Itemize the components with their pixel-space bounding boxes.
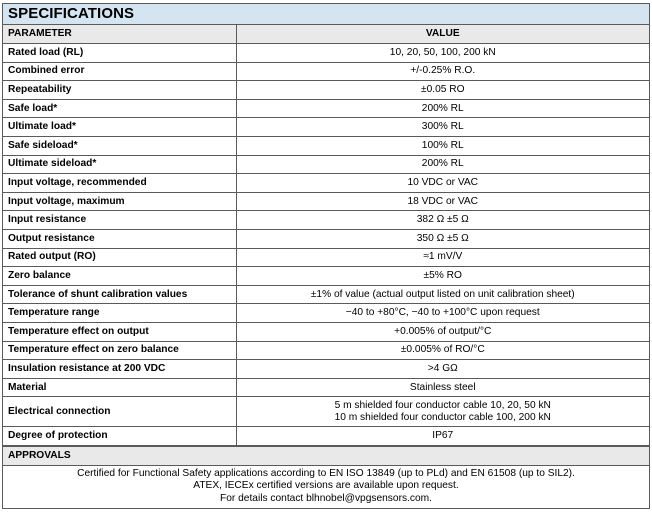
parameter-cell: Material bbox=[3, 378, 236, 397]
table-row-electrical-connection bbox=[3, 397, 649, 427]
table-row bbox=[3, 304, 649, 323]
parameter-column-header: PARAMETER bbox=[3, 25, 236, 44]
table-row bbox=[3, 192, 649, 211]
parameter-cell: Safe load* bbox=[3, 99, 236, 118]
parameter-cell: Input voltage, recommended bbox=[3, 174, 236, 193]
specifications-title: SPECIFICATIONS bbox=[3, 4, 649, 25]
value-column-header: VALUE bbox=[236, 25, 649, 44]
parameter-cell: Input resistance bbox=[3, 211, 236, 230]
value-cell: 18 VDC or VAC bbox=[236, 192, 649, 211]
parameter-cell: Repeatability bbox=[3, 81, 236, 100]
parameter-cell: Ultimate load* bbox=[3, 118, 236, 137]
parameter-cell: Degree of protection bbox=[3, 427, 236, 446]
table-row-degree-of-protection bbox=[3, 427, 649, 446]
table-row bbox=[3, 174, 649, 193]
parameter-cell: Temperature effect on zero balance bbox=[3, 341, 236, 360]
value-cell: 200% RL bbox=[236, 155, 649, 174]
value-cell: 100% RL bbox=[236, 137, 649, 156]
value-cell bbox=[236, 397, 649, 427]
value-cell: Stainless steel bbox=[236, 378, 649, 397]
table-row bbox=[3, 248, 649, 267]
table-row bbox=[3, 62, 649, 81]
value-cell: 382 Ω ±5 Ω bbox=[236, 211, 649, 230]
value-line: 5 m shielded four conductor cable 10, 20, 50 kN bbox=[334, 399, 551, 411]
parameter-cell: Rated load (RL) bbox=[3, 44, 236, 63]
table-row bbox=[3, 378, 649, 397]
table-header-row bbox=[3, 25, 649, 44]
approvals-line: ATEX, IECEx certified versions are available upon request. bbox=[193, 480, 459, 492]
parameter-cell: Temperature range bbox=[3, 304, 236, 323]
table-row bbox=[3, 341, 649, 360]
parameter-cell: Temperature effect on output bbox=[3, 323, 236, 342]
approvals-text bbox=[3, 466, 649, 508]
parameter-cell: Output resistance bbox=[3, 230, 236, 249]
specifications-body bbox=[3, 44, 649, 446]
parameter-cell: Tolerance of shunt calibration values bbox=[3, 285, 236, 304]
table-row bbox=[3, 360, 649, 379]
value-cell: 10 VDC or VAC bbox=[236, 174, 649, 193]
parameter-cell: Ultimate sideload* bbox=[3, 155, 236, 174]
parameter-cell: Safe sideload* bbox=[3, 137, 236, 156]
parameter-cell: Combined error bbox=[3, 62, 236, 81]
table-row bbox=[3, 81, 649, 100]
table-row bbox=[3, 211, 649, 230]
table-row bbox=[3, 99, 649, 118]
value-cell: 10, 20, 50, 100, 200 kN bbox=[236, 44, 649, 63]
table-row bbox=[3, 285, 649, 304]
table-row bbox=[3, 118, 649, 137]
value-cell: −40 to +80°C, −40 to +100°C upon request bbox=[236, 304, 649, 323]
specifications-table bbox=[3, 25, 649, 446]
parameter-cell: Insulation resistance at 200 VDC bbox=[3, 360, 236, 379]
table-row bbox=[3, 323, 649, 342]
approvals-line: For details contact blhnobel@vpgsensors.com. bbox=[220, 492, 432, 504]
value-cell: 300% RL bbox=[236, 118, 649, 137]
parameter-cell: Input voltage, maximum bbox=[3, 192, 236, 211]
approvals-heading: APPROVALS bbox=[3, 446, 649, 466]
value-cell: ±5% RO bbox=[236, 267, 649, 286]
approvals-line: Certified for Functional Safety applications according to EN ISO 13849 (up to PLd) and EN 61508 (up to SIL2). bbox=[77, 467, 575, 479]
table-row bbox=[3, 267, 649, 286]
value-cell: ±1% of value (actual output listed on unit calibration sheet) bbox=[236, 285, 649, 304]
value-cell: 200% RL bbox=[236, 99, 649, 118]
specifications-sheet bbox=[2, 3, 650, 509]
parameter-cell: Rated output (RO) bbox=[3, 248, 236, 267]
value-line: 10 m shielded four conductor cable 100, 200 kN bbox=[334, 411, 551, 423]
value-cell: ≈1 mV/V bbox=[236, 248, 649, 267]
table-row bbox=[3, 155, 649, 174]
parameter-cell: Zero balance bbox=[3, 267, 236, 286]
value-cell: >4 GΩ bbox=[236, 360, 649, 379]
value-cell: ±0.005% of RO/°C bbox=[236, 341, 649, 360]
table-row bbox=[3, 230, 649, 249]
table-row bbox=[3, 137, 649, 156]
parameter-cell: Electrical connection bbox=[3, 397, 236, 427]
value-cell: 350 Ω ±5 Ω bbox=[236, 230, 649, 249]
table-row bbox=[3, 44, 649, 63]
value-cell: +0.005% of output/°C bbox=[236, 323, 649, 342]
value-cell: ±0.05 RO bbox=[236, 81, 649, 100]
value-cell: IP67 bbox=[236, 427, 649, 446]
value-cell: +/-0.25% R.O. bbox=[236, 62, 649, 81]
